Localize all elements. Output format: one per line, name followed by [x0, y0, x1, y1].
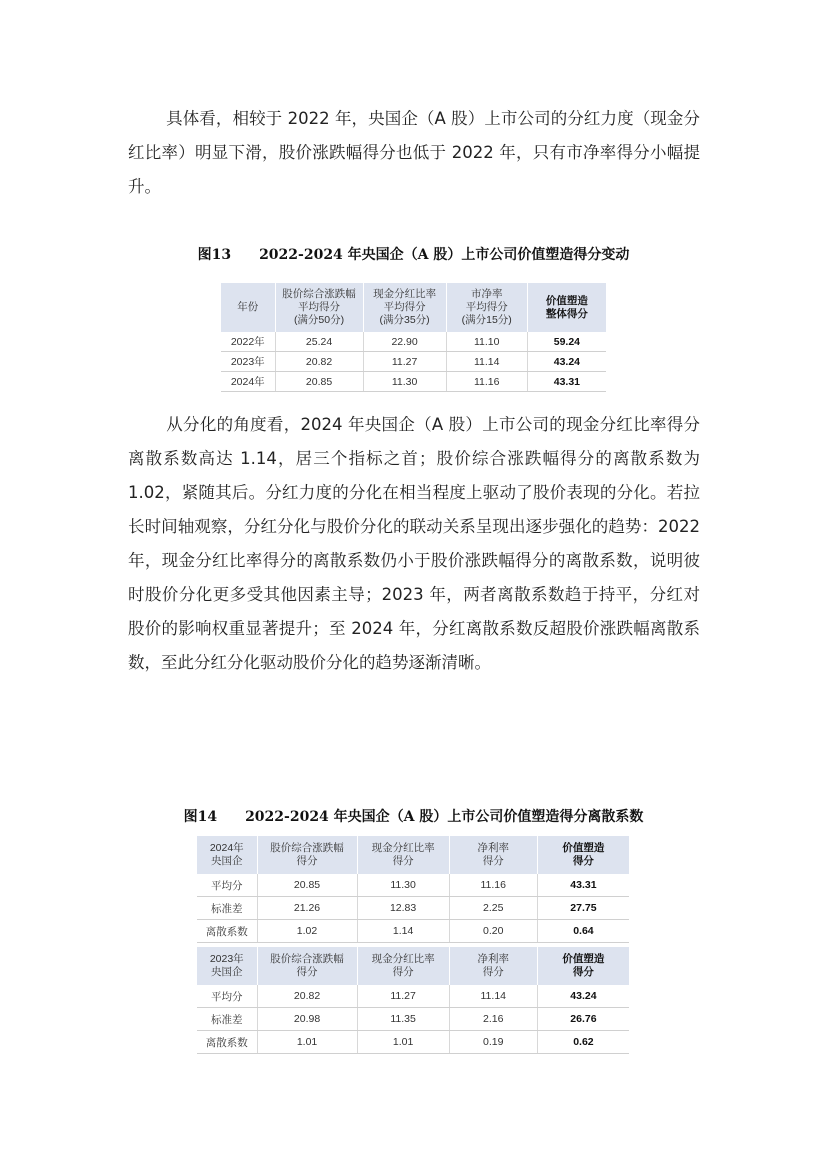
figure-14-table-2023	[197, 947, 629, 1054]
table-cell: 11.30	[357, 874, 449, 897]
table-cell: 59.24	[527, 332, 606, 352]
table-cell: 11.35	[357, 1008, 449, 1031]
table-row	[221, 332, 606, 352]
table-cell: 2.16	[449, 1008, 537, 1031]
header-cell: 2023年 央国企	[197, 947, 257, 985]
table-row	[197, 1008, 629, 1031]
table-cell: 11.10	[446, 332, 527, 352]
header-cell: 年份	[221, 283, 275, 332]
table-row	[197, 897, 629, 920]
body-paragraph-2: 从分化的角度看，2024 年央国企（A 股）上市公司的现金分红比率得分离散系数高达 1.14，居三个指标之首；股价综合涨跌幅得分的离散系数为 1.02，紧随其后。分红力度的分化在相当程度上驱动了股价表现的分化。若拉长时间轴观察，分红分化与股价分化的联动关系呈现出逐步强化的趋势：2022 年，现金分红比率得分的离散系数仍小于股价涨跌幅得分的离散系数，说明彼时股价分化更多受其他因素主导；2023 年，两者离散系数趋于持平，分红对股价的影响权重显著提升；至 2024 年，分红离散系数反超股价涨跌幅离散系数，至此分红分化驱动股价分化的趋势逐渐清晰。	[128, 415, 700, 672]
table-cell: 离散系数	[197, 1031, 257, 1054]
table-cell: 20.82	[257, 985, 357, 1008]
figure-13-table	[221, 283, 606, 392]
table-cell: 11.27	[357, 985, 449, 1008]
table-row	[221, 352, 606, 372]
table-cell: 平均分	[197, 874, 257, 897]
table-cell: 25.24	[275, 332, 363, 352]
header-cell: 股价综合涨跌幅 平均得分 (满分50分)	[275, 283, 363, 332]
table-cell: 2023年	[221, 352, 275, 372]
body-paragraph-1: 具体看，相较于 2022 年，央国企（A 股）上市公司的分红力度（现金分红比率）明显下滑，股价涨跌幅得分也低于 2022 年，只有市净率得分小幅提升。	[128, 109, 700, 196]
header-cell: 价值塑造 得分	[537, 836, 629, 874]
table-cell: 0.64	[537, 920, 629, 943]
table-cell: 20.85	[275, 372, 363, 392]
table-cell: 43.31	[537, 874, 629, 897]
figure-14-title: 2022-2024 年央国企（A 股）上市公司价值塑造得分离散系数	[245, 809, 644, 825]
table-cell: 标准差	[197, 1008, 257, 1031]
figure-14-table-2024	[197, 836, 629, 943]
figure-14-caption	[0, 806, 827, 826]
header-cell: 股价综合涨跌幅 得分	[257, 947, 357, 985]
table-cell: 12.83	[357, 897, 449, 920]
table-cell: 离散系数	[197, 920, 257, 943]
table-cell: 11.16	[449, 874, 537, 897]
figure-14-number: 图14	[183, 809, 218, 825]
table-cell: 43.24	[527, 352, 606, 372]
table-cell: 43.24	[537, 985, 629, 1008]
table-cell: 11.14	[446, 352, 527, 372]
table-header-row	[197, 836, 629, 874]
table-row	[221, 372, 606, 392]
figure-13-caption	[0, 244, 827, 264]
table-cell: 0.62	[537, 1031, 629, 1054]
table-cell: 11.16	[446, 372, 527, 392]
figure-13-number: 图13	[197, 247, 232, 263]
header-cell: 股价综合涨跌幅 得分	[257, 836, 357, 874]
table-cell: 2.25	[449, 897, 537, 920]
table-cell: 43.31	[527, 372, 606, 392]
table-cell: 2024年	[221, 372, 275, 392]
table-cell: 20.82	[275, 352, 363, 372]
header-cell: 2024年 央国企	[197, 836, 257, 874]
figure-13-title: 2022-2024 年央国企（A 股）上市公司价值塑造得分变动	[259, 247, 630, 263]
table-cell: 1.14	[357, 920, 449, 943]
table-cell: 11.30	[363, 372, 446, 392]
header-cell: 现金分红比率 平均得分 (满分35分)	[363, 283, 446, 332]
table-cell: 11.27	[363, 352, 446, 372]
table-cell: 标准差	[197, 897, 257, 920]
table-cell: 0.20	[449, 920, 537, 943]
header-cell: 价值塑造 整体得分	[527, 283, 606, 332]
table-cell: 0.19	[449, 1031, 537, 1054]
table-row	[197, 1031, 629, 1054]
header-cell: 价值塑造 得分	[537, 947, 629, 985]
table-row	[197, 874, 629, 897]
table-cell: 1.01	[257, 1031, 357, 1054]
table-cell: 1.01	[357, 1031, 449, 1054]
table-cell: 2022年	[221, 332, 275, 352]
table-cell: 20.85	[257, 874, 357, 897]
table-cell: 20.98	[257, 1008, 357, 1031]
table-header-row	[197, 947, 629, 985]
table-cell: 平均分	[197, 985, 257, 1008]
table-header-row	[221, 283, 606, 332]
table-row	[197, 985, 629, 1008]
header-cell: 净利率 得分	[449, 836, 537, 874]
table-cell: 1.02	[257, 920, 357, 943]
table-cell: 22.90	[363, 332, 446, 352]
header-cell: 现金分红比率 得分	[357, 947, 449, 985]
header-cell: 现金分红比率 得分	[357, 836, 449, 874]
table-cell: 27.75	[537, 897, 629, 920]
header-cell: 净利率 得分	[449, 947, 537, 985]
table-row	[197, 920, 629, 943]
table-cell: 11.14	[449, 985, 537, 1008]
table-cell: 26.76	[537, 1008, 629, 1031]
table-cell: 21.26	[257, 897, 357, 920]
header-cell: 市净率 平均得分 (满分15分)	[446, 283, 527, 332]
